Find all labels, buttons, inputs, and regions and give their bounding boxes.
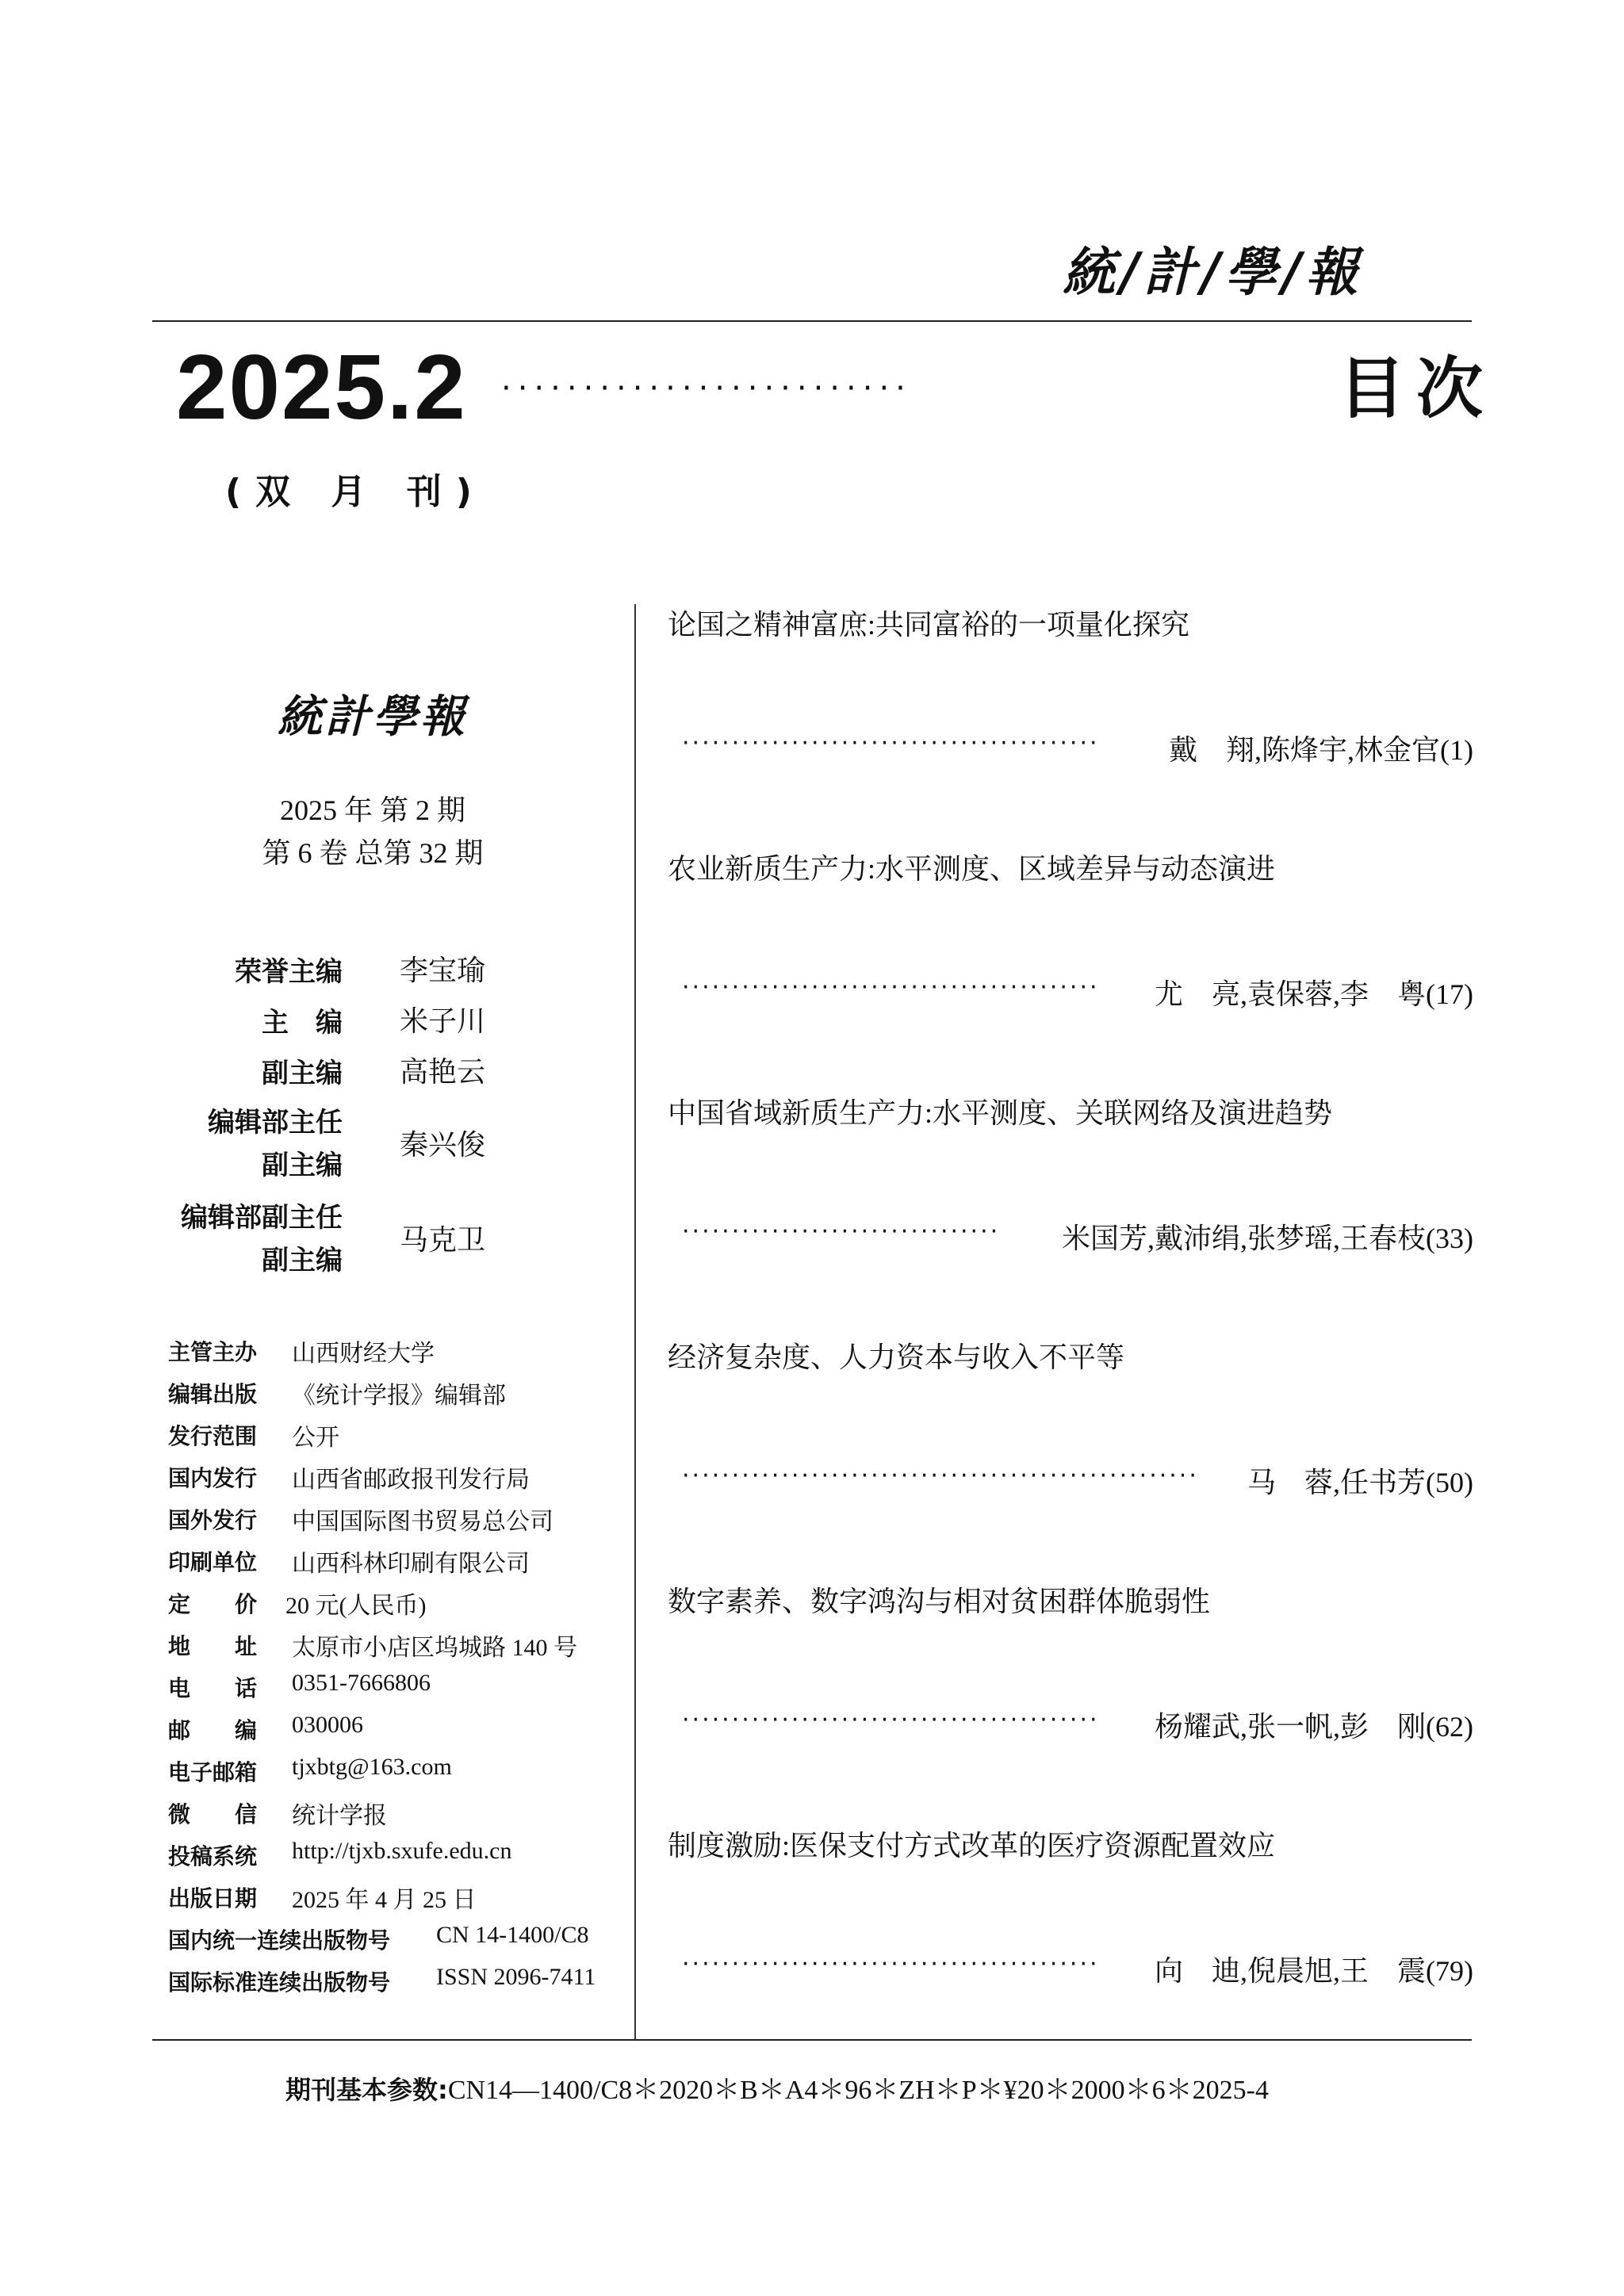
info-value: 中国国际图书贸易总公司 xyxy=(292,1509,553,1535)
editor-name: 马克卫 xyxy=(400,1224,486,1256)
info-label: 投稿系统 xyxy=(168,1843,258,1869)
info-value: 山西科林印刷有限公司 xyxy=(292,1551,530,1577)
leader-dots: ·········································· xyxy=(682,974,1100,1001)
footer-params-label: 期刊基本参数: xyxy=(285,2075,448,2105)
info-value: CN 14-1400/C8 xyxy=(436,1922,589,1948)
editor-name: 李宝瑜 xyxy=(400,955,486,986)
info-value: 《统计学报》编辑部 xyxy=(292,1383,506,1409)
article-authors: 米国芳,戴沛绢,张梦瑶,王春枝(33) xyxy=(1062,1223,1473,1254)
article-title[interactable]: 数字素养、数字鸿沟与相对贫困群体脆弱性 xyxy=(668,1586,1211,1617)
article-authors: 杨耀武,张一帆,彭 刚(62) xyxy=(1155,1711,1473,1743)
journal-name: 統計學報 xyxy=(278,691,468,743)
info-label: 国际标准连续出版物号 xyxy=(168,1969,391,1996)
leader-dots: ·········································· xyxy=(682,1706,1100,1734)
leader-dots: ···················································· xyxy=(682,1462,1199,1490)
editor-name: 秦兴俊 xyxy=(400,1129,486,1161)
info-label: 定 价 xyxy=(168,1591,258,1617)
journal-title-header: 統/計/學/報 xyxy=(1063,241,1363,303)
issue-number: 2025.2 xyxy=(176,335,467,438)
contents-label: 目次 xyxy=(1339,350,1495,427)
editor-row xyxy=(0,1196,634,1283)
info-label: 国内统一连续出版物号 xyxy=(168,1927,391,1954)
article-authors: 向 迪,倪晨旭,王 震(79) xyxy=(1155,1955,1473,1987)
editor-role: 编辑部主任 xyxy=(208,1107,343,1138)
info-value: 公开 xyxy=(292,1425,339,1451)
editor-role: 荣誉主编 xyxy=(235,956,343,988)
article-title[interactable]: 论国之精神富庶:共同富裕的一项量化探究 xyxy=(668,609,1190,641)
info-value: 030006 xyxy=(292,1712,363,1738)
article-authors: 马 蓉,任书芳(50) xyxy=(1247,1467,1473,1498)
info-label: 电 话 xyxy=(168,1675,258,1701)
info-label: 印刷单位 xyxy=(168,1549,258,1575)
leader-dots: ································ xyxy=(682,1218,1001,1246)
journal-parameters xyxy=(285,2068,1269,2107)
editor-role: 主 编 xyxy=(262,1007,343,1039)
editor-name: 高艳云 xyxy=(400,1056,486,1088)
info-label: 主管主办 xyxy=(168,1339,258,1365)
info-value: tjxbtg@163.com xyxy=(292,1754,452,1780)
info-label: 微 信 xyxy=(168,1801,258,1827)
header-rule xyxy=(152,320,1472,322)
article-title[interactable]: 制度激励:医保支付方式改革的医疗资源配置效应 xyxy=(668,1830,1276,1862)
editor-role: 副主编 xyxy=(262,1058,343,1089)
article-authors: 尤 亮,袁保蓉,李 粤(17) xyxy=(1155,978,1473,1010)
info-label: 编辑出版 xyxy=(168,1381,258,1407)
issue-volume: 第 6 卷 总第 32 期 xyxy=(262,837,484,869)
info-value: 太原市小店区坞城路 140 号 xyxy=(292,1635,577,1661)
info-label: 国内发行 xyxy=(168,1465,258,1491)
info-label: 地 址 xyxy=(168,1633,258,1659)
article-title[interactable]: 经济复杂度、人力资本与收入不平等 xyxy=(668,1341,1125,1373)
footer-params-value: CN14—1400/C8＊2020＊B＊A4＊96＊ZH＊P＊¥20＊2000＊6＊2025-4 xyxy=(447,2076,1269,2105)
info-value: 山西财经大学 xyxy=(292,1341,435,1367)
editor-role-secondary: 副主编 xyxy=(262,1245,343,1276)
info-value: 0351-7666806 xyxy=(292,1670,431,1696)
info-value: 山西省邮政报刊发行局 xyxy=(292,1467,530,1493)
issue-year-number: 2025 年 第 2 期 xyxy=(279,794,465,826)
info-value: ISSN 2096-7411 xyxy=(436,1964,596,1990)
info-label: 电子邮箱 xyxy=(168,1759,258,1785)
article-title[interactable]: 中国省域新质生产力:水平测度、关联网络及演进趋势 xyxy=(668,1097,1333,1129)
leader-dots: ·········································· xyxy=(682,729,1100,757)
info-value: 2025 年 4 月 25 日 xyxy=(292,1887,477,1913)
info-label: 国外发行 xyxy=(168,1507,258,1533)
info-value: 统计学报 xyxy=(292,1803,387,1829)
leader-dots: ·········································· xyxy=(682,1950,1100,1978)
info-label: 发行范围 xyxy=(168,1423,258,1449)
editor-row xyxy=(0,1100,634,1188)
article-authors: 戴 翔,陈烽宇,林金官(1) xyxy=(1169,734,1473,766)
leader-dots: ························· xyxy=(501,370,912,407)
column-divider xyxy=(634,604,636,2039)
editor-role: 编辑部副主任 xyxy=(181,1202,343,1234)
editor-role-secondary: 副主编 xyxy=(262,1150,343,1181)
article-title[interactable]: 农业新质生产力:水平测度、区域差异与动态演进 xyxy=(668,853,1276,885)
info-label: 邮 编 xyxy=(168,1717,258,1743)
info-label: 出版日期 xyxy=(168,1885,258,1911)
editor-name: 米子川 xyxy=(400,1005,486,1037)
publication-frequency: (双 月 刊) xyxy=(225,472,486,512)
info-value: http://tjxb.sxufe.edu.cn xyxy=(292,1838,512,1864)
footer-rule xyxy=(152,2039,1472,2041)
info-value: 20 元(人民币) xyxy=(285,1593,427,1619)
